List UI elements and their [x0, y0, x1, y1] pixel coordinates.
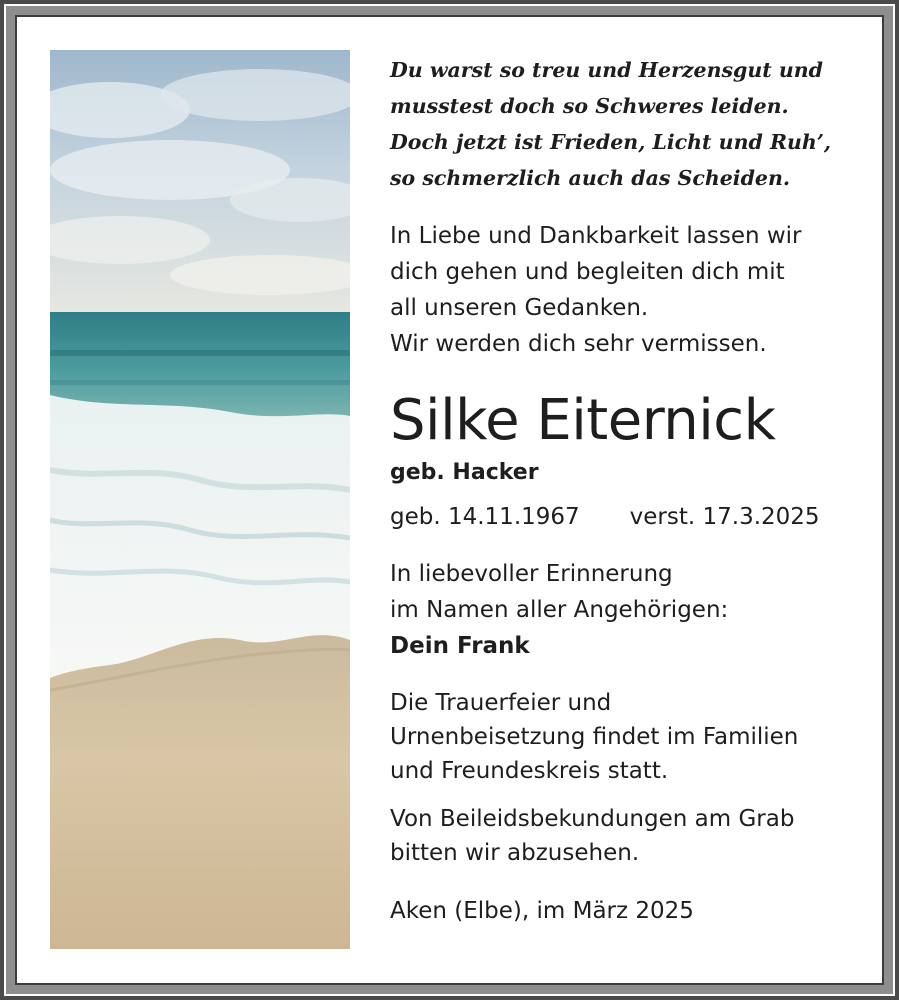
place-and-date: Aken (Elbe), im März 2025: [390, 898, 694, 924]
remembrance-line: In liebevoller Erinnerung: [390, 561, 673, 587]
intro-line: In Liebe und Dankbarkeit lassen wir: [390, 223, 802, 249]
service-line: und Freundeskreis statt.: [390, 758, 669, 784]
remembrance-line: im Namen aller Angehörigen:: [390, 597, 729, 623]
obituary-text: [390, 52, 860, 928]
intro-line: dich gehen und begleiten dich mit: [390, 259, 785, 285]
beach-photo: [50, 50, 350, 949]
maiden-name: geb. Hacker: [390, 460, 539, 485]
poem-line: Du warst so treu und Herzensgut und: [390, 58, 824, 82]
service-line: Die Trauerfeier und: [390, 690, 612, 716]
poem-line: musstest doch so Schweres leiden.: [390, 94, 789, 118]
intro-line: Wir werden dich sehr vermissen.: [390, 331, 767, 357]
condolence-note: [390, 802, 860, 870]
condolence-line: Von Beileidsbekundungen am Grab: [390, 806, 795, 832]
death-date: verst. 17.3.2025: [629, 504, 820, 530]
intro-text: [390, 218, 860, 362]
funeral-service-note: [390, 686, 860, 788]
remembrance: [390, 556, 860, 664]
poem-line: Doch jetzt ist Frieden, Licht und Ruh’,: [390, 130, 832, 154]
deceased-name: Silke Eiternick: [390, 388, 776, 453]
signer-name: Dein Frank: [390, 633, 530, 659]
poem-line: so schmerzlich auch das Scheiden.: [390, 166, 791, 190]
life-dates: [390, 500, 860, 534]
intro-line: all unseren Gedanken.: [390, 295, 649, 321]
service-line: Urnenbeisetzung findet im Familien: [390, 724, 799, 750]
poem: [390, 52, 860, 196]
birth-date: geb. 14.11.1967: [390, 504, 580, 530]
condolence-line: bitten wir abzusehen.: [390, 840, 640, 866]
